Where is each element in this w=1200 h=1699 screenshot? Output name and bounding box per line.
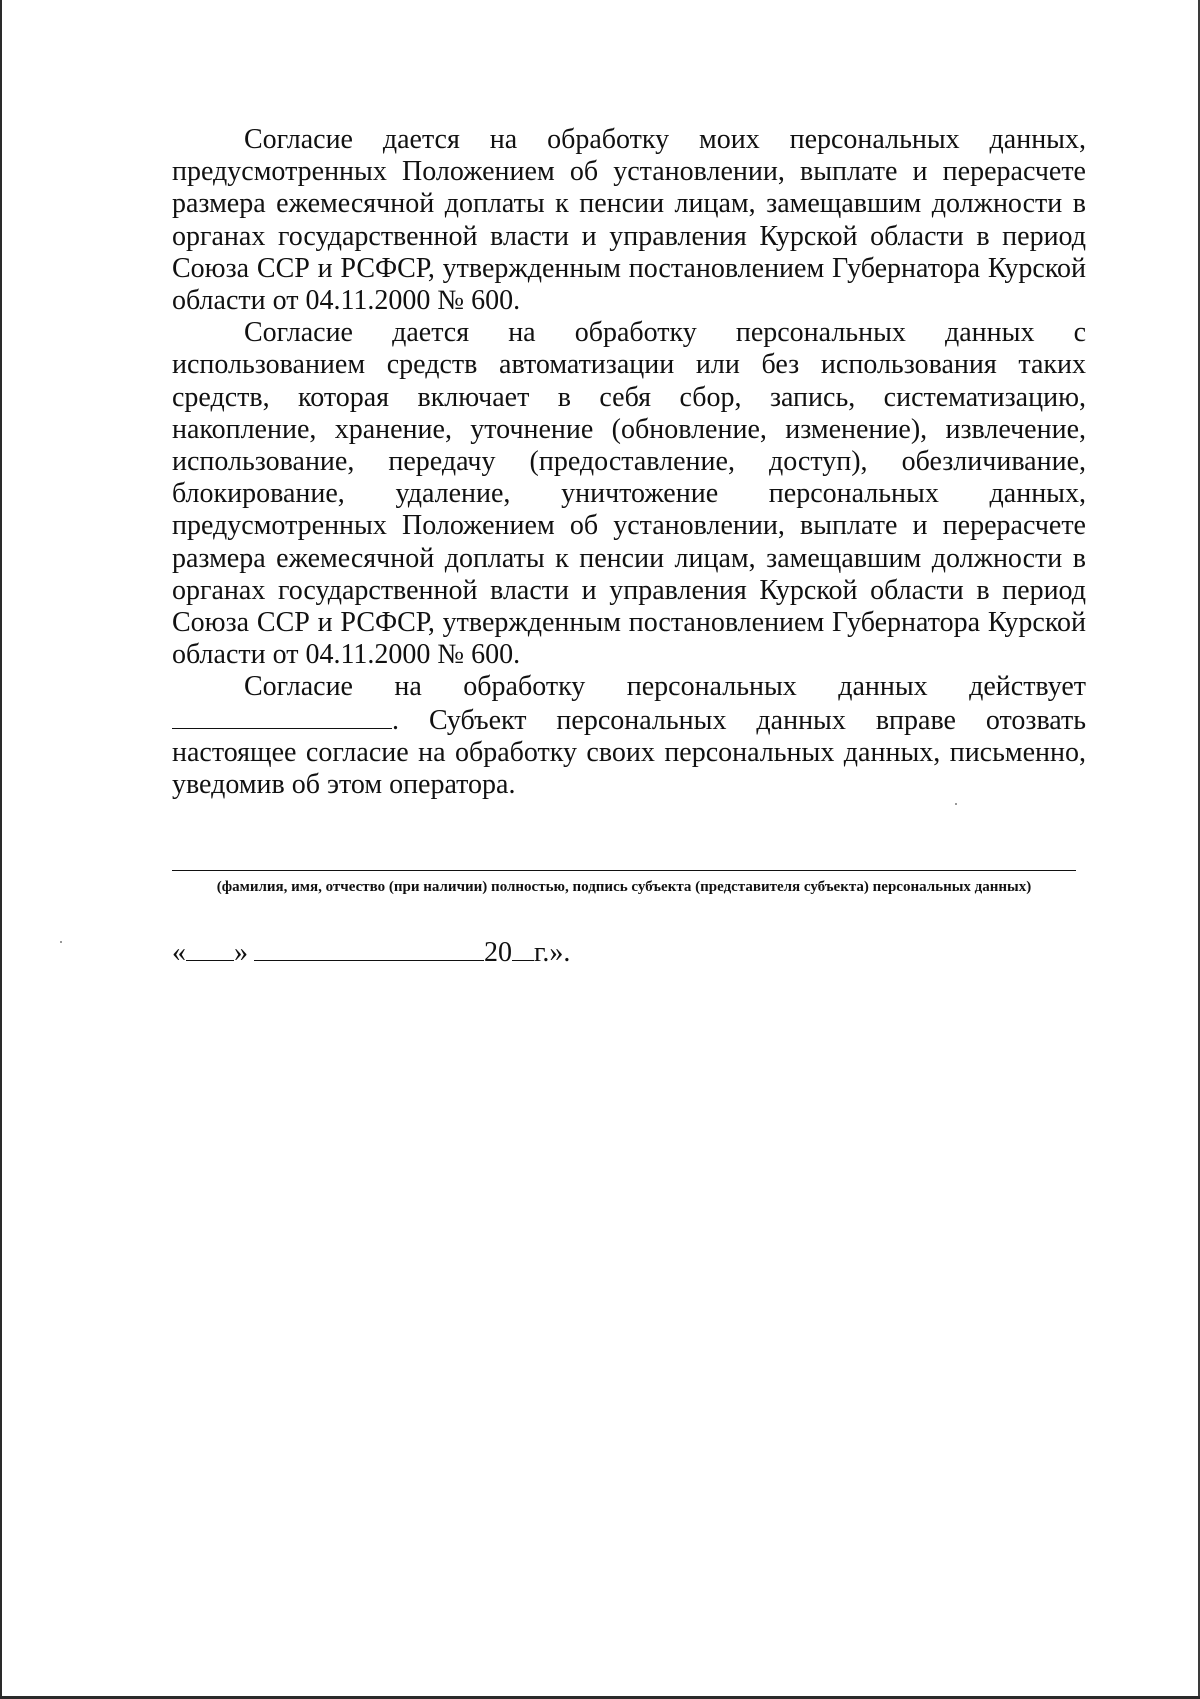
date-day-blank[interactable] [186, 938, 234, 961]
scan-border-left [0, 0, 2, 1699]
signature-block [172, 870, 1076, 897]
date-open-quote: « [172, 937, 186, 968]
consent-paragraph-processing: Согласие дается на обработку персональных данных с использованием средств автоматизации или без использования таких средств, которая включает в себя сбор, запись, систематизацию, накопление, хранение, уточнение (обновление, изменение), извлечение, использование, передачу (предоставление, доступ), обезличивание, блокирование, удаление, уничтожение персональных данных, предусмотренных Положением об установлении, выплате и перерасчете размера ежемесячной доплаты к пенсии лицам, замещавшим должности в органах государственной власти и управления Курской области в период Союза ССР и РСФСР, утвержденным постановлением Губернатора Курской области от 04.11.2000 № 600. [172, 317, 1086, 671]
consent-paragraph-scope: Согласие дается на обработку моих персональных данных, предусмотренных Положением об установлении, выплате и перерасчете размера ежемесячной доплаты к пенсии лицам, замещавшим должности в органах государственной власти и управления Курской области в период Союза ССР и РСФСР, утвержденным постановлением Губернатора Курской области от 04.11.2000 № 600. [172, 124, 1086, 317]
signature-line[interactable] [172, 870, 1076, 871]
date-line [172, 937, 570, 969]
date-year-prefix: 20 [484, 937, 512, 968]
date-suffix: г.». [534, 937, 571, 968]
validity-period-blank[interactable] [172, 704, 392, 729]
validity-tail: . Субъект персональных данных вправе отозвать настоящее согласие на обработку своих персональных данных, письменно, уведомив об этом оператора. [172, 704, 1086, 801]
scan-speck [955, 803, 957, 805]
date-year-blank[interactable] [512, 938, 534, 961]
date-close-quote: » [234, 937, 248, 968]
consent-paragraph-validity [172, 671, 1086, 801]
validity-lead: Согласие на обработку персональных данных действует [244, 671, 1086, 703]
document-body [172, 124, 1086, 801]
signature-caption: (фамилия, имя, отчество (при наличии) полностью, подпись субъекта (представителя субъекта) персональных данных) [216, 879, 1032, 895]
date-month-blank[interactable] [254, 938, 484, 961]
scan-speck [60, 941, 62, 943]
